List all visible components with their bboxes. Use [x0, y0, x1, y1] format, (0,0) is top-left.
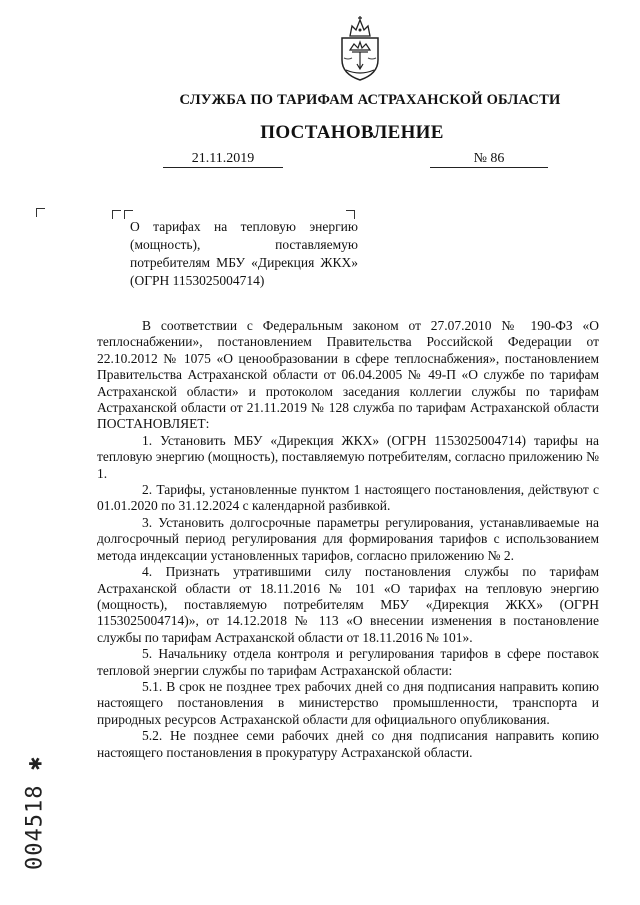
subject-corner-left: [112, 210, 121, 219]
margin-corner-mark: [36, 208, 45, 217]
clause-5-2: 5.2. Не позднее семи рабочих дней со дня подписания направить копию настоящего постановления в прокуратуру Астраханской области.: [97, 728, 599, 760]
clause-2: 2. Тарифы, установленные пунктом 1 настоящего постановления, действуют с 01.01.2020 по 31.12.2024 с календарной разбивкой.: [97, 482, 599, 514]
preamble-paragraph: В соответствии с Федеральным законом от 27.07.2010 № 190-ФЗ «О теплоснабжении», постановлением Правительства Российской Федерации от 22.10.2012 № 1075 «О ценообразовании в сфере теплоснабжения», постановлением Правительства Астраханской области от 06.04.2005 № 49-П «О службе по тарифам Астраханской области» и протоколом заседания коллегии службы по тарифам Астраханской области от 21.11.2019 № 128 служба по тарифам Астраханской области ПОСТАНОВЛЯЕТ:: [97, 318, 599, 432]
coat-of-arms-icon: [336, 14, 384, 82]
document-number: № 86: [430, 150, 548, 168]
registration-stamp: [20, 738, 50, 888]
clause-3: 3. Установить долгосрочные параметры регулирования, устанавливаемые на долгосрочный период регулирования для формирования тарифов с использованием метода индексации установленных тарифов, согласно приложению № 2.: [97, 514, 599, 563]
stamp-number: 004518 ✱: [22, 756, 48, 870]
clause-5-1: 5.1. В срок не позднее трех рабочих дней со дня подписания направить копию настоящего постановления в министерство промышленности, транспорта и природных ресурсов Астраханской области для официального опубликования.: [97, 678, 599, 727]
document-title: ПОСТАНОВЛЕНИЕ: [260, 122, 444, 143]
clause-1: 1. Установить МБУ «Дирекция ЖКХ» (ОГРН 1153025004714) тарифы на тепловую энергию (мощность), поставляемую потребителям, согласно приложению № 1.: [97, 432, 599, 481]
document-date: 21.11.2019: [163, 150, 283, 168]
clause-4: 4. Признать утратившими силу постановления службы по тарифам Астраханской области от 18.11.2016 № 101 «О тарифах на тепловую энергию (мощность), поставляемую потребителям МБУ «Дирекция ЖКХ» (ОГРН 1153025004714)», от 14.12.2018 № 113 «О внесении изменения в постановление службы по тарифам Астраханской области от 18.11.2016 № 101».: [97, 564, 599, 645]
subject-heading: О тарифах на тепловую энергию (мощность), поставляемую потребителям МБУ «Дирекция ЖКХ» (ОГРН 1153025004714): [130, 219, 358, 288]
agency-name: СЛУЖБА ПО ТАРИФАМ АСТРАХАНСКОЙ ОБЛАСТИ: [179, 92, 561, 108]
clause-5: 5. Начальнику отдела контроля и регулирования тарифов в сфере поставок тепловой энергии службы по тарифам Астраханской области:: [97, 646, 599, 678]
document-body: [97, 318, 599, 761]
